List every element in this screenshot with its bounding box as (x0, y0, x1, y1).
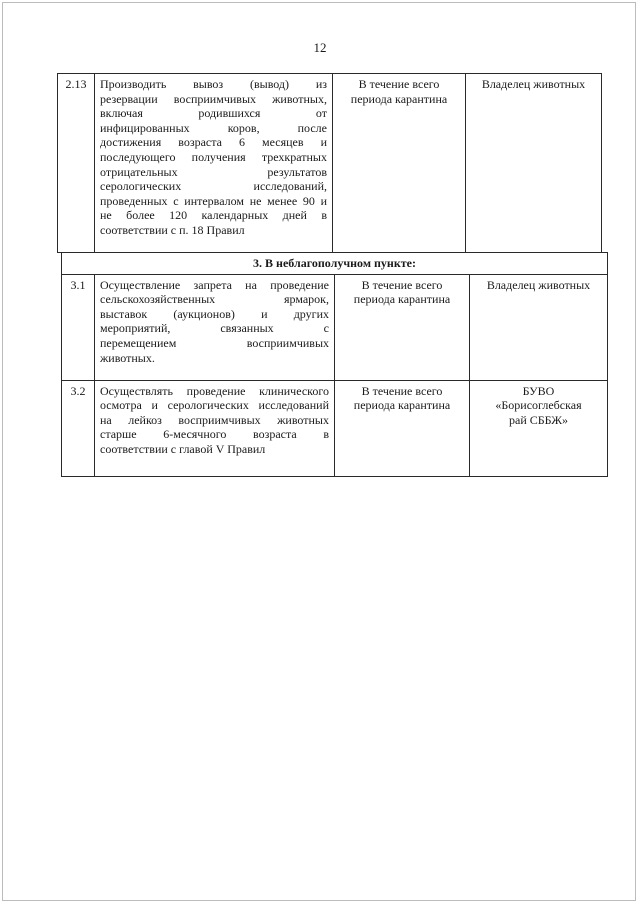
row-number: 3.1 (62, 274, 95, 380)
table-row (62, 274, 608, 380)
measure-description: Осуществление запрета на проведение сельскохозяйственных ярмарок, выставок (аукционов) и других мероприятий, связанных с перемещением восприимчивых животных. (95, 274, 335, 380)
measure-description: Производить вывоз (вывод) из резервации восприимчивых животных, включая родившихся от инфицированных коров, после достижения возраста 6 месяцев и последующего получения трехкратных отрицательных результатов серологических исследований, проведенных с интервалом не менее 90 и не более 120 календарных дней в соответствии с п. 18 Правил (95, 74, 333, 253)
measure-term: В течение всего периода карантина (335, 380, 470, 476)
table-row (62, 380, 608, 476)
section-header-row (62, 253, 608, 275)
measure-term: В течение всего периода карантина (335, 274, 470, 380)
row-number: 2.13 (58, 74, 95, 253)
measure-term: В течение всего периода карантина (333, 74, 466, 253)
page-number: 12 (313, 40, 327, 55)
measure-responsible: БУВО «Борисоглебская рай СББЖ» (470, 380, 608, 476)
section-title: 3. В неблагополучном пункте: (62, 253, 608, 275)
measure-responsible: Владелец животных (466, 74, 602, 253)
measures-table-section-3 (61, 252, 608, 477)
measure-description: Осуществлять проведение клинического осмотра и серологических исследований на лейкоз восприимчивых животных старше 6-месячного возраста в соответствии с главой V Правил (95, 380, 335, 476)
measure-responsible: Владелец животных (470, 274, 608, 380)
measures-table-continued (57, 73, 602, 253)
row-number: 3.2 (62, 380, 95, 476)
table-row (58, 74, 602, 253)
